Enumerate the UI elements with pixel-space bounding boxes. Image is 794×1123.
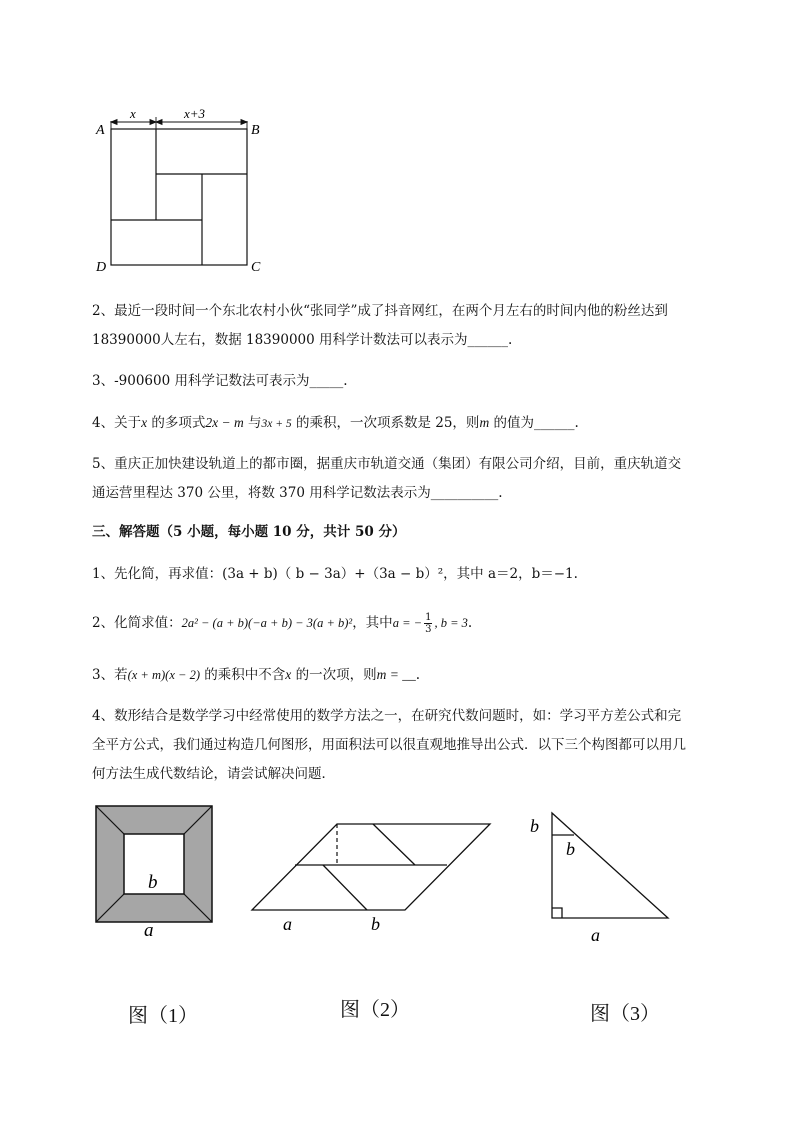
question-2-line-2: 18390000人左右，数据 18390000 用科学计数法可以表示为______. [92, 332, 513, 348]
figure-2 [245, 815, 500, 940]
square-figure [92, 105, 272, 280]
solve-4-line-2: 全平方公式，我们通过构造几何图形，用面积法可以很直观地推导出公式．以下三个构图都可以用几 [92, 737, 686, 753]
solve-1: 1、先化简，再求值：(3a + b)（ b − 3a）+（3a − b）²，其中 a＝2，b＝−1. [92, 566, 578, 582]
s2-pre: 2、化简求值： [92, 615, 182, 631]
s2-expression: 2a² − (a + b)(−a + b) − 3(a + b)² [181, 616, 353, 630]
figure-3-label-b-inner: b [566, 839, 575, 859]
dim-label-x: x [130, 106, 136, 121]
s3-pre: 3、若 [92, 667, 128, 683]
solve-2 [92, 609, 732, 638]
question-4 [92, 408, 732, 439]
figure-3-caption: 图（3） [590, 1003, 660, 1025]
solve-4-line-3: 何方法生成代数结论，请尝试解决问题． [92, 766, 335, 782]
q4-post: 的乘积，一次项系数是 25，则 [291, 415, 480, 431]
s2-condition-b: , b = 3 [434, 616, 468, 630]
question-2-line-1: 2、最近一段时间一个东北农村小伙“张同学”成了抖音网红，在两个月左右的时间内他的粉丝达到 [92, 303, 668, 319]
q4-poly-1: 2x − m [205, 415, 244, 430]
q4-mid: 的多项式 [147, 415, 206, 431]
question-3: 3、-900600 用科学记数法可表示为_____. [92, 373, 348, 389]
vertex-c: C [251, 260, 261, 275]
figure-3-label-b-outer: b [530, 816, 539, 836]
q4-var-m: m [479, 415, 490, 430]
vertex-b: B [251, 123, 260, 138]
solve-4-line-1: 4、数形结合是数学学习中经常使用的数学方法之一，在研究代数问题时，如：学习平方差公式和完 [92, 708, 682, 724]
dim-label-x-plus-3: x+3 [184, 106, 206, 121]
q4-poly-2: 3x + 5 [261, 418, 292, 430]
q4-end: 的值为______. [489, 415, 579, 431]
figure-1 [90, 800, 220, 945]
question-5-line-1: 5、重庆正加快建设轨道上的都市圈，据重庆市轨道交通（集团）有限公司介绍，目前，重庆轨道交 [92, 456, 682, 472]
q4-pre: 4、关于 [92, 415, 142, 431]
section-3-title: 三、解答题（5 小题，每小题 10 分，共计 50 分） [92, 524, 406, 540]
figure-3-label-a: a [591, 925, 600, 945]
s3-var-x: x [285, 667, 292, 682]
s3-end: . [415, 667, 420, 683]
s3-answer-blank: m = __ [376, 667, 416, 682]
figure-2-label-a: a [283, 914, 292, 934]
s2-condition-a: a = − [392, 616, 423, 630]
s3-mid: 的乘积中不含 [200, 667, 286, 683]
question-2 [92, 297, 732, 355]
solve-3 [92, 660, 732, 690]
figure-3 [525, 805, 675, 945]
solve-4 [92, 702, 732, 789]
s2-fraction-num: 1 [425, 612, 432, 623]
s3-post: 的一次项，则 [291, 667, 377, 683]
s2-end: . [467, 615, 473, 631]
figure-2-caption: 图（2） [340, 999, 410, 1021]
s2-fraction [424, 612, 432, 635]
figure-1-caption: 图（1） [128, 1005, 198, 1027]
question-5 [92, 450, 732, 508]
q4-var-x: x [141, 415, 148, 430]
figure-1-label-b: b [148, 872, 158, 893]
question-5-line-2: 通运营里程达 370 公里，将数 370 用科学记数法表示为__________. [92, 485, 503, 501]
vertex-d: D [96, 260, 107, 275]
s2-fraction-den: 3 [425, 624, 432, 635]
figure-1-label-a: a [144, 920, 154, 941]
q4-and: 与 [243, 415, 262, 431]
figure-2-label-b: b [371, 914, 380, 934]
s3-expression: (x + m)(x − 2) [127, 668, 200, 682]
vertex-a: A [96, 123, 105, 138]
s2-mid: ，其中 [352, 615, 393, 631]
